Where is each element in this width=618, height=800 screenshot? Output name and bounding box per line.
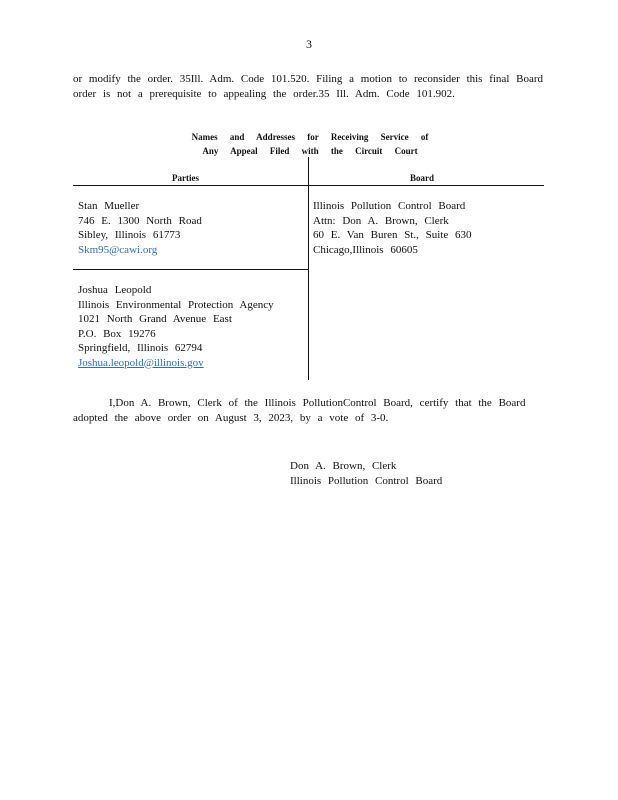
party-email-link[interactable]: Joshua.leopold@illinois.gov — [78, 356, 204, 369]
signature-organization: Illinois Pollution Control Board — [290, 474, 443, 487]
board-address: 60 E. Van Buren St., Suite 630 — [313, 229, 472, 241]
party-name: Stan Mueller — [78, 200, 140, 212]
signature-name: Don A. Brown, Clerk — [290, 460, 397, 472]
caption-line: Any Appeal Filed with the Circuit Court — [202, 146, 418, 156]
board-attn: Attn: Don A. Brown, Clerk — [313, 214, 449, 227]
certification-paragraph — [73, 396, 543, 426]
party-organization: Illinois Environmental Protection Agency — [78, 298, 274, 311]
party-email-link[interactable]: Skm95@cawi.org — [78, 243, 158, 256]
party-address: 746 E. 1300 North Road — [78, 214, 202, 227]
page-number: 3 — [306, 37, 312, 51]
parties-row-divider — [73, 269, 309, 270]
party-joshua-leopold — [78, 283, 274, 370]
service-table-caption — [150, 130, 470, 158]
party-address: Springfield, Illinois 62794 — [78, 342, 203, 354]
paragraph-line: order is not a prerequisite to appealing the order.35 Ill. Adm. Code 101.902. — [73, 88, 455, 100]
parties-column-header: Parties — [172, 173, 199, 183]
board-column-header: Board — [410, 173, 435, 183]
party-name: Joshua Leopold — [78, 284, 152, 296]
board-name: Illinois Pollution Control Board — [313, 200, 466, 212]
party-address: P.O. Box 19276 — [78, 327, 156, 340]
certification-line: adopted the above order on August 3, 2023, by a vote of 3-0. — [73, 412, 389, 424]
signature-block — [290, 459, 442, 488]
certification-line: I,Don A. Brown, Clerk of the Illinois PollutionControl Board, certify that the Board — [109, 397, 526, 409]
party-stan-mueller — [78, 199, 202, 257]
party-address: 1021 North Grand Avenue East — [78, 313, 232, 325]
board-address-block — [313, 199, 472, 257]
party-address: Sibley, Illinois 61773 — [78, 229, 181, 241]
paragraph-line: or modify the order. 35Ill. Adm. Code 101.520. Filing a motion to reconsider this final Board — [73, 73, 544, 85]
board-address: Chicago,Illinois 60605 — [313, 243, 418, 256]
caption-line: Names and Addresses for Receiving Service of — [191, 132, 429, 142]
appeal-paragraph — [73, 72, 543, 102]
